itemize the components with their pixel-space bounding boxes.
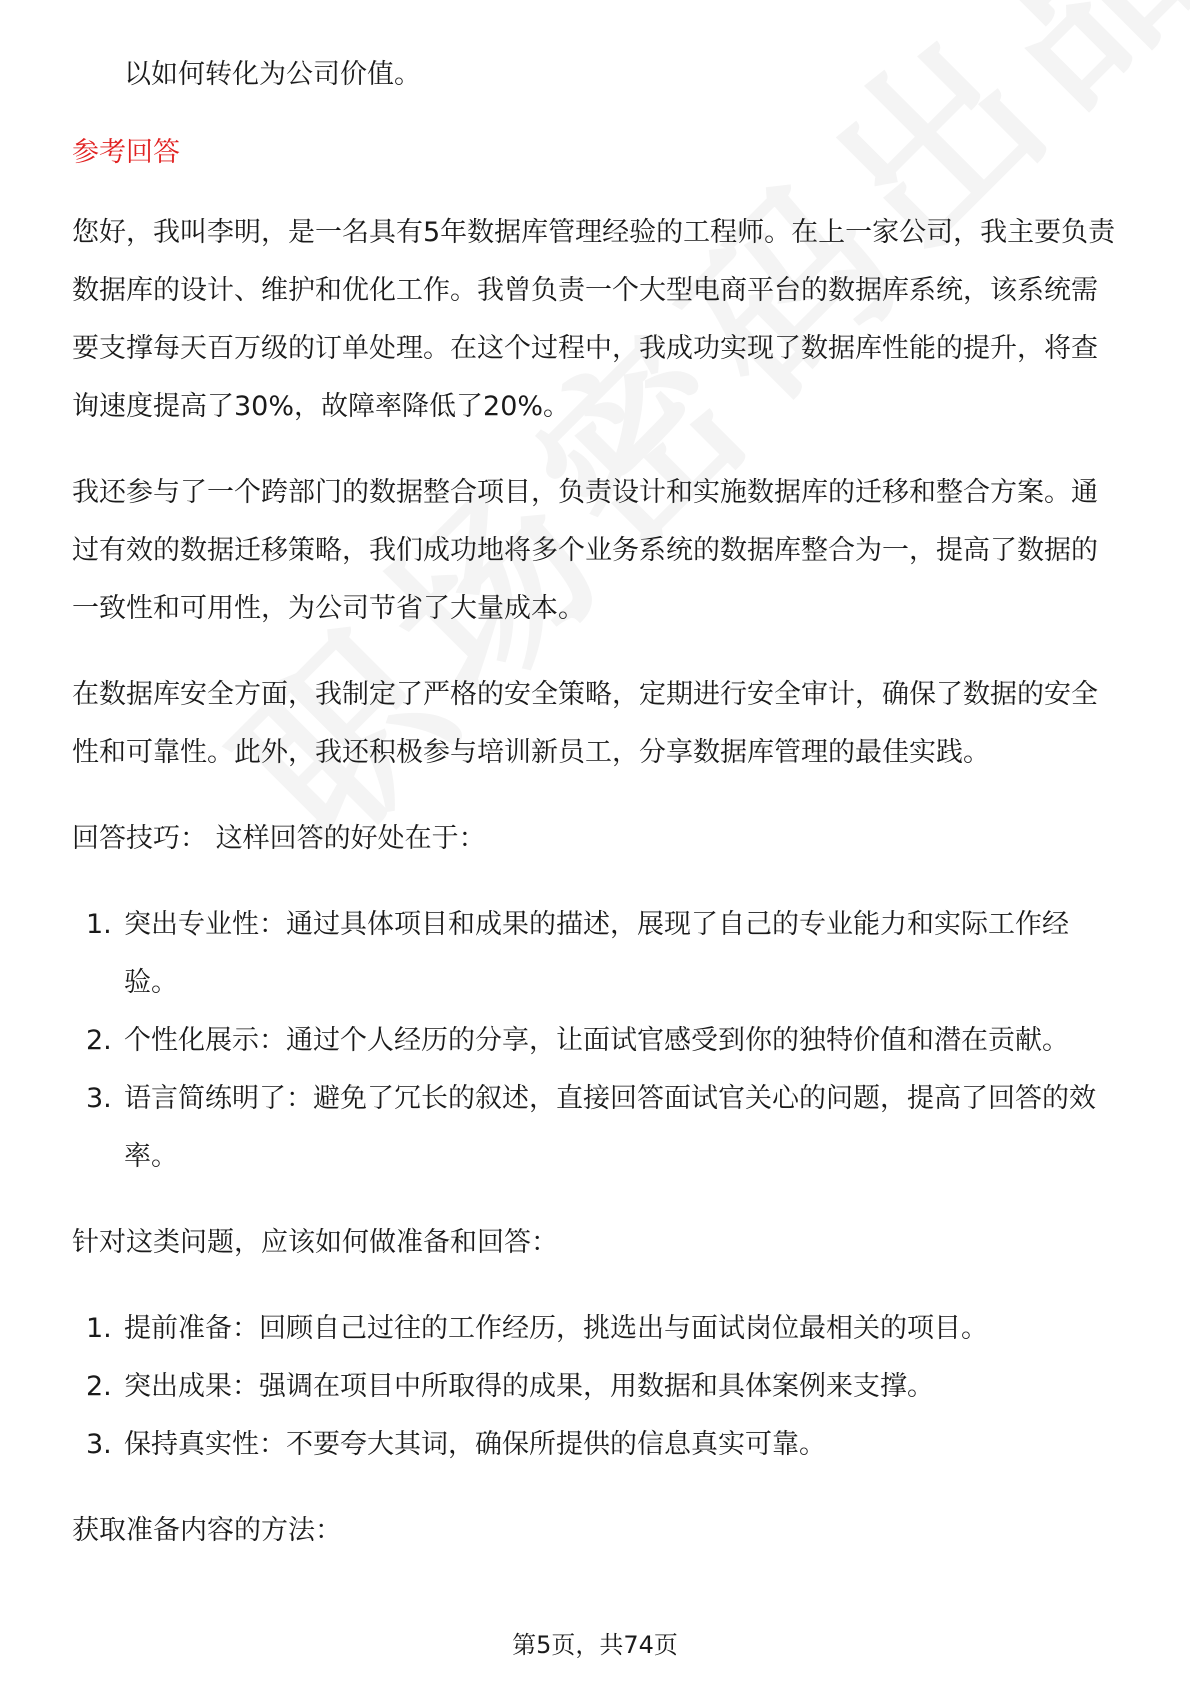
list-item-text: 突出成果：强调在项目中所取得的成果，用数据和具体案例来支撑。: [124, 1371, 934, 1402]
prep-list: [72, 1300, 1122, 1474]
list-item-text: 语言简练明了：避免了冗长的叙述，直接回答面试官关心的问题，提高了回答的效率。: [124, 1083, 1096, 1172]
answer-paragraph: 我还参与了一个跨部门的数据整合项目，负责设计和实施数据库的迁移和整合方案。通过有效的数据迁移策略，我们成功地将多个业务系统的数据库整合为一，提高了数据的一致性和可用性，为公司节省了大量成本。: [72, 477, 1098, 624]
list-number: 1.: [86, 1313, 112, 1344]
list-item: [72, 896, 1122, 1012]
reference-answer-title: 参考回答: [72, 137, 180, 168]
list-number: 1.: [86, 909, 112, 940]
list-item: [72, 1012, 1122, 1070]
list-number: 2.: [86, 1025, 112, 1056]
tips-list: [72, 896, 1122, 1186]
list-item: [72, 1416, 1122, 1474]
list-item: [72, 1358, 1122, 1416]
page-footer: 第5页，共74页: [512, 1631, 678, 1659]
list-number: 3.: [86, 1429, 112, 1460]
list-item-text: 保持真实性：不要夸大其词，确保所提供的信息真实可靠。: [124, 1429, 826, 1460]
list-number: 3.: [86, 1083, 112, 1114]
prep-heading: 针对这类问题，应该如何做准备和回答：: [72, 1227, 558, 1258]
list-item: [72, 1300, 1122, 1358]
list-item-text: 提前准备：回顾自己过往的工作经历，挑选出与面试岗位最相关的项目。: [124, 1313, 988, 1344]
list-item-text: 突出专业性：通过具体项目和成果的描述，展现了自己的专业能力和实际工作经验。: [124, 909, 1069, 998]
method-heading: 获取准备内容的方法：: [72, 1515, 342, 1546]
tips-heading: 回答技巧： 这样回答的好处在于：: [72, 823, 486, 854]
intro-continuation: 以如何转化为公司价值。: [124, 59, 421, 90]
answer-paragraph: 在数据库安全方面，我制定了严格的安全策略，定期进行安全审计，确保了数据的安全性和可靠性。此外，我还积极参与培训新员工，分享数据库管理的最佳实践。: [72, 679, 1098, 768]
answer-paragraph: 您好，我叫李明，是一名具有5年数据库管理经验的工程师。在上一家公司，我主要负责数据库的设计、维护和优化工作。我曾负责一个大型电商平台的数据库系统，该系统需要支撑每天百万级的订单处理。在这个过程中，我成功实现了数据库性能的提升，将查询速度提高了30%，故障率降低了20%。: [72, 217, 1116, 422]
list-item-text: 个性化展示：通过个人经历的分享，让面试官感受到你的独特价值和潜在贡献。: [124, 1025, 1069, 1056]
list-item: [72, 1070, 1122, 1186]
list-number: 2.: [86, 1371, 112, 1402]
content: [72, 46, 1122, 1588]
